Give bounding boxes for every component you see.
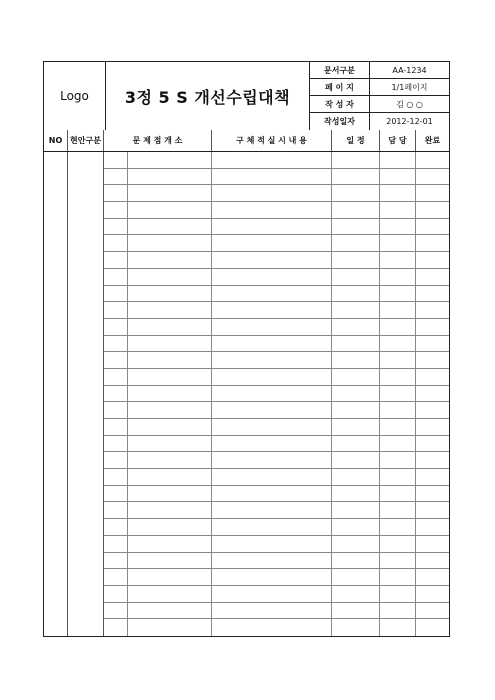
table-cell[interactable] — [380, 352, 416, 368]
table-cell[interactable] — [380, 152, 416, 168]
table-cell[interactable] — [416, 185, 449, 201]
table-cell[interactable] — [128, 302, 212, 318]
table-cell[interactable] — [128, 202, 212, 218]
table-cell[interactable] — [128, 152, 212, 168]
table-cell[interactable] — [380, 569, 416, 585]
table-cell[interactable] — [416, 286, 449, 302]
table-cell[interactable] — [332, 469, 380, 485]
table-cell[interactable] — [104, 469, 128, 485]
table-cell[interactable] — [332, 486, 380, 502]
table-cell[interactable] — [380, 419, 416, 435]
table-cell[interactable] — [212, 536, 332, 552]
table-row — [104, 319, 449, 336]
form-title: 3정 5 S 개선수립대책 — [106, 62, 310, 130]
table-row — [104, 235, 449, 252]
table-cell[interactable] — [416, 469, 449, 485]
table-cell[interactable] — [416, 302, 449, 318]
table-cell[interactable] — [332, 185, 380, 201]
table-row — [104, 352, 449, 369]
table-cell[interactable] — [104, 252, 128, 268]
table-cell[interactable] — [416, 436, 449, 452]
table-cell[interactable] — [128, 419, 212, 435]
table-cell[interactable] — [416, 419, 449, 435]
table-cell[interactable] — [104, 336, 128, 352]
table-cell[interactable] — [212, 386, 332, 402]
table-cell[interactable] — [416, 352, 449, 368]
table-cell[interactable] — [416, 336, 449, 352]
table-cell[interactable] — [380, 369, 416, 385]
table-cell[interactable] — [416, 152, 449, 168]
table-cell[interactable] — [380, 486, 416, 502]
table-cell[interactable] — [380, 235, 416, 251]
table-cell[interactable] — [332, 202, 380, 218]
meta-value[interactable]: 1/1페이지 — [391, 82, 428, 92]
meta-value[interactable]: 김 ○ ○ — [396, 99, 423, 109]
table-cell[interactable] — [212, 185, 332, 201]
table-cell[interactable] — [332, 553, 380, 569]
table-cell[interactable] — [380, 436, 416, 452]
table-cell[interactable] — [416, 369, 449, 385]
table-cell[interactable] — [416, 536, 449, 552]
table-cell[interactable] — [380, 169, 416, 185]
table-cell[interactable] — [380, 402, 416, 418]
table-cell[interactable] — [104, 436, 128, 452]
table-cell[interactable] — [212, 336, 332, 352]
form-sheet — [43, 61, 450, 637]
table-row — [104, 502, 449, 519]
table-cell[interactable] — [104, 152, 128, 168]
table-cell[interactable] — [104, 185, 128, 201]
col-header-action: 구 체 적 실 시 내 용 — [212, 130, 332, 151]
col-header-category: 현안구분 — [68, 130, 104, 151]
meta-label: 페 이 지 — [310, 79, 370, 95]
table-row — [104, 185, 449, 202]
table-cell[interactable] — [128, 169, 212, 185]
table-cell[interactable] — [332, 235, 380, 251]
table-row — [104, 452, 449, 469]
table-cell[interactable] — [128, 185, 212, 201]
table-cell[interactable] — [212, 219, 332, 235]
table-cell[interactable] — [380, 319, 416, 335]
table-row — [104, 419, 449, 436]
table-cell[interactable] — [380, 286, 416, 302]
table-cell[interactable] — [212, 569, 332, 585]
table-cell[interactable] — [416, 452, 449, 468]
table-cell[interactable] — [212, 519, 332, 535]
table-cell[interactable] — [332, 169, 380, 185]
table-cell[interactable] — [104, 219, 128, 235]
table-row — [104, 402, 449, 419]
table-cell[interactable] — [128, 486, 212, 502]
table-cell[interactable] — [104, 619, 128, 636]
table-row — [104, 152, 449, 169]
table-cell[interactable] — [416, 619, 449, 636]
table-cell[interactable] — [332, 269, 380, 285]
table-cell[interactable] — [380, 252, 416, 268]
table-cell[interactable] — [212, 235, 332, 251]
table-cell[interactable] — [104, 502, 128, 518]
improvement-table — [44, 130, 449, 636]
table-cell[interactable] — [332, 436, 380, 452]
table-cell[interactable] — [128, 586, 212, 602]
meta-label: 문서구분 — [310, 62, 370, 78]
table-cell[interactable] — [104, 302, 128, 318]
table-cell[interactable] — [128, 603, 212, 619]
table-cell[interactable] — [380, 336, 416, 352]
table-cell[interactable] — [212, 152, 332, 168]
table-cell[interactable] — [128, 352, 212, 368]
table-cell[interactable] — [332, 252, 380, 268]
table-cell[interactable] — [380, 219, 416, 235]
table-cell[interactable] — [332, 386, 380, 402]
table-cell[interactable] — [104, 603, 128, 619]
meta-row-page — [310, 79, 449, 96]
col-header-no: NO — [44, 130, 68, 151]
table-cell[interactable] — [128, 619, 212, 636]
col-header-owner: 담 당 — [380, 130, 416, 151]
meta-row-author — [310, 96, 449, 113]
table-cell[interactable] — [104, 569, 128, 585]
table-cell[interactable] — [212, 402, 332, 418]
table-cell[interactable] — [128, 386, 212, 402]
table-cell[interactable] — [104, 519, 128, 535]
table-cell[interactable] — [380, 202, 416, 218]
table-row — [104, 469, 449, 486]
col-header-schedule: 일 정 — [332, 130, 380, 151]
table-cell[interactable] — [332, 536, 380, 552]
table-cell[interactable] — [104, 169, 128, 185]
table-cell[interactable] — [380, 302, 416, 318]
table-cell[interactable] — [380, 619, 416, 636]
table-cell[interactable] — [128, 252, 212, 268]
table-cell[interactable] — [104, 202, 128, 218]
meta-label: 작 성 자 — [310, 96, 370, 112]
table-cell[interactable] — [416, 586, 449, 602]
table-row — [104, 386, 449, 403]
table-cell[interactable] — [104, 553, 128, 569]
table-cell[interactable] — [104, 536, 128, 552]
table-cell[interactable] — [212, 603, 332, 619]
table-cell[interactable] — [416, 252, 449, 268]
table-row — [104, 586, 449, 603]
table-cell[interactable] — [332, 519, 380, 535]
table-cell[interactable] — [332, 586, 380, 602]
table-cell[interactable] — [104, 269, 128, 285]
table-cell[interactable] — [380, 386, 416, 402]
table-cell[interactable] — [416, 202, 449, 218]
table-cell[interactable] — [128, 286, 212, 302]
table-cell[interactable] — [212, 586, 332, 602]
table-row — [104, 536, 449, 553]
table-cell[interactable] — [128, 219, 212, 235]
table-cell[interactable] — [416, 319, 449, 335]
table-cell[interactable] — [128, 235, 212, 251]
table-cell[interactable] — [128, 402, 212, 418]
table-cell[interactable] — [104, 319, 128, 335]
table-cell[interactable] — [416, 603, 449, 619]
table-row — [104, 619, 449, 636]
table-cell[interactable] — [212, 169, 332, 185]
col-header-done: 완료 — [424, 136, 441, 145]
table-cell[interactable] — [212, 486, 332, 502]
table-cell[interactable] — [212, 286, 332, 302]
table-row — [104, 202, 449, 219]
table-cell[interactable] — [212, 319, 332, 335]
table-cell[interactable] — [212, 269, 332, 285]
table-cell[interactable] — [212, 369, 332, 385]
table-cell[interactable] — [416, 519, 449, 535]
category-column-cell[interactable] — [68, 152, 104, 636]
meta-row-date — [310, 113, 449, 130]
table-cell[interactable] — [416, 386, 449, 402]
table-cell[interactable] — [332, 619, 380, 636]
table-cell[interactable] — [128, 369, 212, 385]
table-cell[interactable] — [380, 603, 416, 619]
table-cell[interactable] — [332, 336, 380, 352]
meta-label: 작성일자 — [310, 113, 370, 130]
table-cell[interactable] — [332, 402, 380, 418]
table-cell[interactable] — [380, 586, 416, 602]
table-cell[interactable] — [416, 486, 449, 502]
table-row — [104, 269, 449, 286]
table-cell[interactable] — [128, 569, 212, 585]
table-cell[interactable] — [332, 603, 380, 619]
table-body — [44, 152, 449, 636]
table-cell[interactable] — [416, 502, 449, 518]
table-cell[interactable] — [380, 469, 416, 485]
table-cell[interactable] — [416, 402, 449, 418]
table-cell[interactable] — [104, 369, 128, 385]
table-cell[interactable] — [416, 169, 449, 185]
table-cell[interactable] — [128, 519, 212, 535]
table-cell[interactable] — [380, 185, 416, 201]
table-cell[interactable] — [416, 235, 449, 251]
table-cell[interactable] — [416, 569, 449, 585]
table-cell[interactable] — [104, 352, 128, 368]
table-cell[interactable] — [332, 319, 380, 335]
table-cell[interactable] — [212, 202, 332, 218]
table-cell[interactable] — [380, 269, 416, 285]
table-cell[interactable] — [212, 302, 332, 318]
table-cell[interactable] — [128, 452, 212, 468]
table-cell[interactable] — [332, 302, 380, 318]
table-cell[interactable] — [416, 219, 449, 235]
table-row — [104, 286, 449, 303]
table-cell[interactable] — [380, 553, 416, 569]
table-row — [104, 603, 449, 620]
table-cell[interactable] — [212, 452, 332, 468]
table-row — [104, 169, 449, 186]
table-cell[interactable] — [104, 452, 128, 468]
table-cell[interactable] — [416, 553, 449, 569]
table-cell[interactable] — [104, 486, 128, 502]
table-cell[interactable] — [380, 452, 416, 468]
table-cell[interactable] — [212, 553, 332, 569]
table-cell[interactable] — [332, 352, 380, 368]
table-row — [104, 369, 449, 386]
table-row — [104, 252, 449, 269]
table-cell[interactable] — [128, 553, 212, 569]
table-row — [104, 553, 449, 570]
table-row — [104, 302, 449, 319]
table-row — [104, 519, 449, 536]
table-cell[interactable] — [128, 436, 212, 452]
table-cell[interactable] — [128, 469, 212, 485]
table-header-row — [44, 130, 449, 152]
table-cell[interactable] — [332, 219, 380, 235]
meta-value[interactable]: 2012-12-01 — [386, 117, 433, 126]
table-cell[interactable] — [380, 519, 416, 535]
table-row — [104, 486, 449, 503]
no-column-cell[interactable] — [44, 152, 68, 636]
table-cell[interactable] — [416, 269, 449, 285]
table-cell[interactable] — [104, 286, 128, 302]
table-cell[interactable] — [212, 352, 332, 368]
table-cell[interactable] — [104, 419, 128, 435]
table-cell[interactable] — [128, 536, 212, 552]
table-cell[interactable] — [332, 452, 380, 468]
table-cell[interactable] — [212, 419, 332, 435]
table-cell[interactable] — [212, 436, 332, 452]
table-cell[interactable] — [128, 336, 212, 352]
table-cell[interactable] — [104, 402, 128, 418]
table-cell[interactable] — [332, 419, 380, 435]
table-cell[interactable] — [212, 469, 332, 485]
table-cell[interactable] — [212, 619, 332, 636]
table-cell[interactable] — [128, 269, 212, 285]
table-cell[interactable] — [104, 586, 128, 602]
table-row — [104, 336, 449, 353]
col-header-problem: 문 제 점 개 소 — [104, 130, 212, 151]
table-cell[interactable] — [380, 502, 416, 518]
table-cell[interactable] — [332, 152, 380, 168]
table-cell[interactable] — [332, 502, 380, 518]
form-header — [44, 62, 449, 131]
meta-row-doc-type — [310, 62, 449, 79]
table-row — [104, 436, 449, 453]
table-cell[interactable] — [212, 252, 332, 268]
table-cell[interactable] — [212, 502, 332, 518]
table-row — [104, 569, 449, 586]
table-cell[interactable] — [332, 286, 380, 302]
meta-value[interactable]: AA-1234 — [392, 65, 427, 75]
table-cell[interactable] — [128, 502, 212, 518]
table-row — [104, 219, 449, 236]
table-cell[interactable] — [104, 386, 128, 402]
logo: Logo — [44, 62, 106, 130]
table-cell[interactable] — [104, 235, 128, 251]
table-rows — [104, 152, 449, 636]
table-cell[interactable] — [332, 369, 380, 385]
table-cell[interactable] — [332, 569, 380, 585]
table-cell[interactable] — [128, 319, 212, 335]
table-cell[interactable] — [380, 536, 416, 552]
